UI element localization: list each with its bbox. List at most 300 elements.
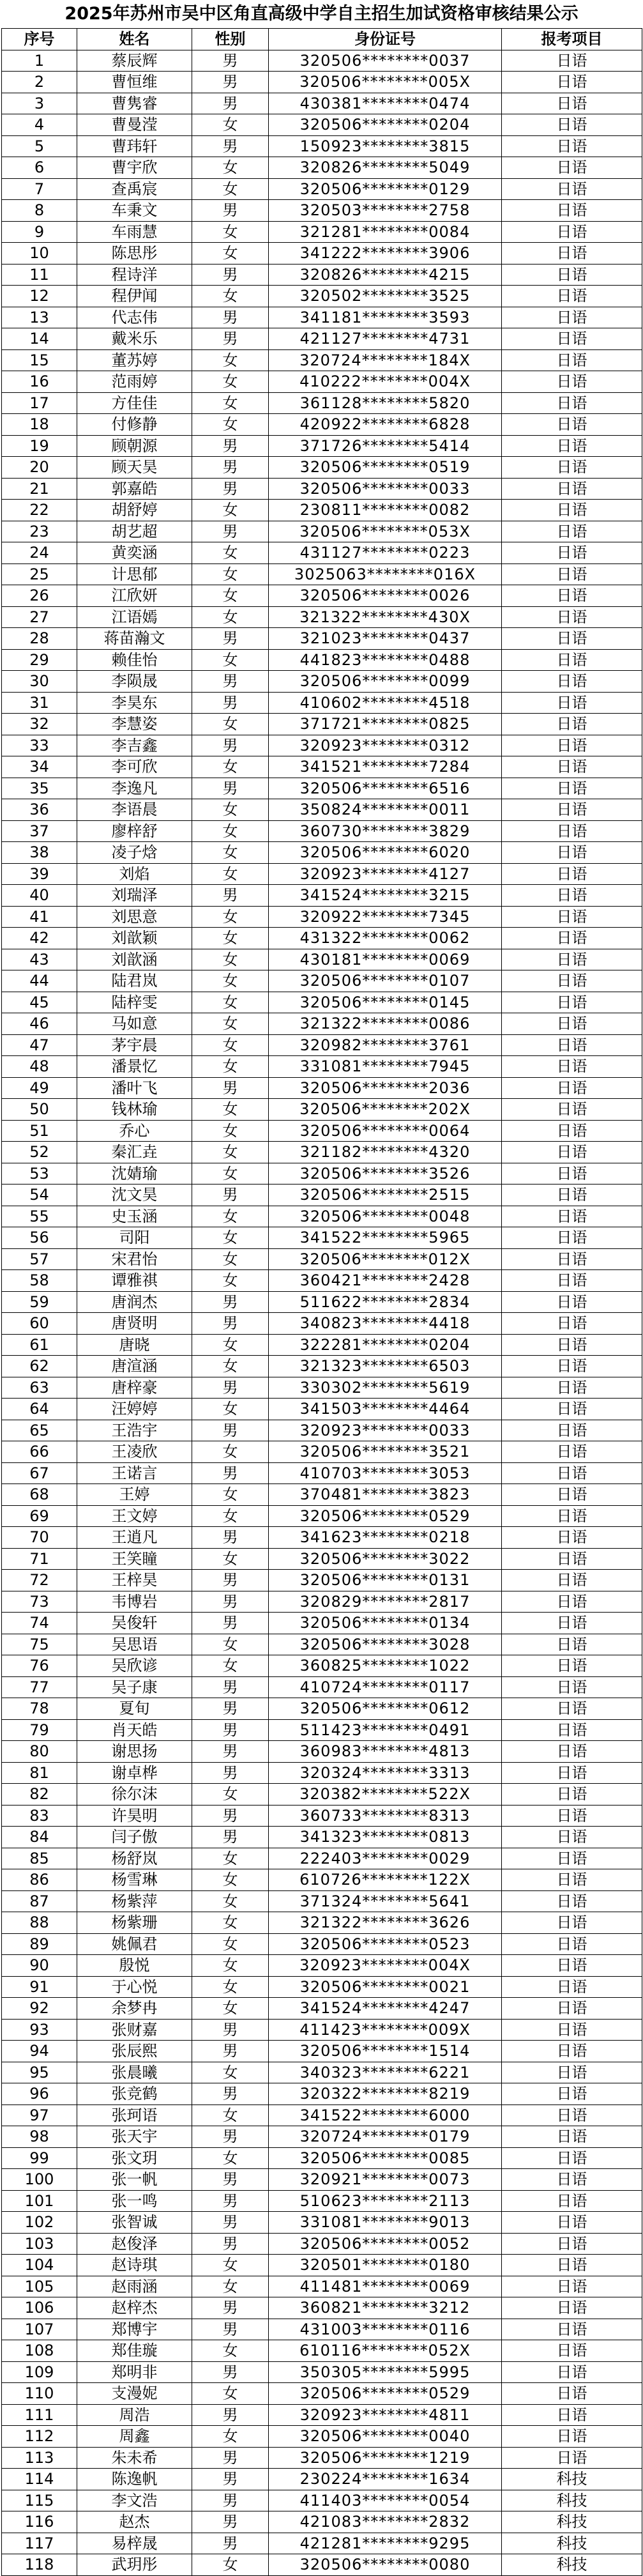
table-header-row <box>2 29 642 50</box>
cell-gender: 男 <box>192 1527 269 1549</box>
cell-exam-project: 日语 <box>502 1099 642 1121</box>
cell-id-number: 360983********4813 <box>269 1741 502 1763</box>
cell-exam-project: 日语 <box>502 1827 642 1848</box>
cell-seq: 72 <box>2 1570 77 1591</box>
cell-name: 唐润杰 <box>77 1291 192 1313</box>
cell-exam-project: 日语 <box>502 564 642 585</box>
cell-gender: 男 <box>192 2297 269 2319</box>
cell-seq: 116 <box>2 2511 77 2533</box>
cell-gender: 男 <box>192 1805 269 1827</box>
cell-gender: 女 <box>192 1912 269 1934</box>
table-row <box>2 1676 642 1698</box>
table-row <box>2 735 642 756</box>
cell-seq: 97 <box>2 2104 77 2126</box>
cell-name: 马如意 <box>77 1013 192 1035</box>
cell-gender: 男 <box>192 478 269 500</box>
cell-id-number: 411423********009X <box>269 2019 502 2041</box>
cell-name: 杨舒岚 <box>77 1848 192 1869</box>
cell-exam-project: 日语 <box>502 1077 642 1099</box>
cell-gender: 男 <box>192 1184 269 1206</box>
cell-name: 唐贤明 <box>77 1313 192 1335</box>
cell-id-number: 610116********052X <box>269 2340 502 2362</box>
cell-name: 杨雪琳 <box>77 1869 192 1891</box>
cell-id-number: 371726********5414 <box>269 435 502 457</box>
cell-gender: 女 <box>192 286 269 307</box>
table-row <box>2 1548 642 1570</box>
cell-id-number: 511423********0491 <box>269 1719 502 1741</box>
cell-name: 张一帆 <box>77 2169 192 2191</box>
cell-name: 蔡辰辉 <box>77 50 192 72</box>
cell-name: 陆梓雯 <box>77 992 192 1013</box>
table-row <box>2 1998 642 2020</box>
cell-exam-project: 日语 <box>502 1227 642 1249</box>
table-row <box>2 2404 642 2426</box>
cell-id-number: 341522********5965 <box>269 1227 502 1249</box>
cell-exam-project: 日语 <box>502 1356 642 1377</box>
cell-exam-project: 日语 <box>502 1056 642 1078</box>
cell-gender: 男 <box>192 1313 269 1335</box>
cell-gender: 男 <box>192 671 269 693</box>
cell-id-number: 411481********0069 <box>269 2276 502 2297</box>
cell-exam-project: 日语 <box>502 2041 642 2062</box>
cell-name: 吴俊轩 <box>77 1613 192 1634</box>
cell-name: 余梦冉 <box>77 1998 192 2020</box>
cell-seq: 63 <box>2 1377 77 1399</box>
cell-exam-project: 日语 <box>502 2190 642 2212</box>
cell-name: 李语晨 <box>77 799 192 821</box>
cell-exam-project: 日语 <box>502 50 642 72</box>
cell-id-number: 320506********1219 <box>269 2447 502 2469</box>
table-row <box>2 457 642 479</box>
cell-exam-project: 日语 <box>502 542 642 564</box>
cell-seq: 17 <box>2 392 77 414</box>
cell-id-number: 320506********0099 <box>269 671 502 693</box>
cell-id-number: 320506********3526 <box>269 1163 502 1184</box>
cell-name: 代志伟 <box>77 307 192 328</box>
cell-exam-project: 日语 <box>502 1805 642 1827</box>
cell-gender: 女 <box>192 1248 269 1270</box>
cell-id-number: 321023********0437 <box>269 628 502 650</box>
cell-id-number: 431003********0116 <box>269 2319 502 2340</box>
cell-gender: 女 <box>192 906 269 928</box>
cell-id-number: 510623********2113 <box>269 2190 502 2212</box>
cell-seq: 111 <box>2 2404 77 2426</box>
table-row <box>2 1441 642 1463</box>
cell-gender: 女 <box>192 1441 269 1463</box>
cell-name: 朱未希 <box>77 2447 192 2469</box>
table-row <box>2 1912 642 1934</box>
cell-exam-project: 日语 <box>502 1869 642 1891</box>
table-row <box>2 1291 642 1313</box>
cell-exam-project: 日语 <box>502 863 642 885</box>
cell-id-number: 150923********3815 <box>269 135 502 157</box>
cell-seq: 38 <box>2 842 77 864</box>
cell-gender: 女 <box>192 1869 269 1891</box>
cell-id-number: 320829********2817 <box>269 1591 502 1613</box>
cell-name: 谢思扬 <box>77 1741 192 1763</box>
cell-seq: 86 <box>2 1869 77 1891</box>
cell-id-number: 320501********0180 <box>269 2255 502 2276</box>
cell-exam-project: 日语 <box>502 1163 642 1184</box>
cell-id-number: 341524********3215 <box>269 885 502 907</box>
cell-exam-project: 科技 <box>502 2469 642 2490</box>
cell-name: 赵诗琪 <box>77 2255 192 2276</box>
table-row <box>2 1206 642 1227</box>
cell-id-number: 320506********0048 <box>269 1206 502 1227</box>
cell-exam-project: 日语 <box>502 1334 642 1356</box>
cell-seq: 82 <box>2 1784 77 1805</box>
cell-seq: 81 <box>2 1762 77 1784</box>
table-row <box>2 2147 642 2169</box>
cell-gender: 男 <box>192 1762 269 1784</box>
table-row <box>2 842 642 864</box>
cell-seq: 100 <box>2 2169 77 2191</box>
cell-exam-project: 日语 <box>502 1313 642 1335</box>
table-body <box>2 50 642 2575</box>
cell-gender: 男 <box>192 1698 269 1720</box>
cell-exam-project: 日语 <box>502 1613 642 1634</box>
cell-id-number: 410703********3053 <box>269 1462 502 1484</box>
cell-id-number: 320506********053X <box>269 521 502 542</box>
cell-name: 陆君岚 <box>77 970 192 992</box>
cell-name: 杨紫萍 <box>77 1890 192 1912</box>
table-row <box>2 2126 642 2148</box>
cell-id-number: 320506********0529 <box>269 2383 502 2405</box>
cell-seq: 18 <box>2 414 77 436</box>
header-gender: 性别 <box>192 29 269 50</box>
cell-name: 张智诚 <box>77 2212 192 2234</box>
cell-exam-project: 日语 <box>502 328 642 350</box>
cell-gender: 男 <box>192 457 269 479</box>
cell-gender: 男 <box>192 1676 269 1698</box>
cell-name: 顾朝源 <box>77 435 192 457</box>
table-row <box>2 414 642 436</box>
cell-name: 杨紫珊 <box>77 1912 192 1934</box>
cell-name: 张辰熙 <box>77 2041 192 2062</box>
cell-gender: 男 <box>192 435 269 457</box>
cell-seq: 41 <box>2 906 77 928</box>
cell-gender: 女 <box>192 1933 269 1955</box>
cell-seq: 94 <box>2 2041 77 2062</box>
table-row <box>2 200 642 222</box>
cell-id-number: 341503********4464 <box>269 1399 502 1420</box>
table-row <box>2 1527 642 1549</box>
cell-name: 江欣妍 <box>77 585 192 607</box>
cell-exam-project: 日语 <box>502 157 642 179</box>
cell-name: 徐尔沫 <box>77 1784 192 1805</box>
cell-seq: 103 <box>2 2233 77 2255</box>
cell-name: 胡舒婷 <box>77 500 192 521</box>
cell-name: 武玥彤 <box>77 2554 192 2576</box>
cell-seq: 112 <box>2 2426 77 2448</box>
cell-gender: 男 <box>192 2319 269 2340</box>
table-row <box>2 1784 642 1805</box>
cell-seq: 30 <box>2 671 77 693</box>
cell-seq: 104 <box>2 2255 77 2276</box>
cell-gender: 男 <box>192 307 269 328</box>
cell-name: 宋君怡 <box>77 1248 192 1270</box>
cell-id-number: 320506********2036 <box>269 1077 502 1099</box>
cell-id-number: 610726********122X <box>269 1869 502 1891</box>
cell-exam-project: 日语 <box>502 1784 642 1805</box>
cell-seq: 67 <box>2 1462 77 1484</box>
cell-exam-project: 日语 <box>502 2340 642 2362</box>
cell-exam-project: 日语 <box>502 1441 642 1463</box>
cell-seq: 117 <box>2 2533 77 2554</box>
cell-id-number: 350305********5995 <box>269 2361 502 2383</box>
cell-name: 郑佳璇 <box>77 2340 192 2362</box>
cell-exam-project: 日语 <box>502 349 642 371</box>
cell-seq: 54 <box>2 1184 77 1206</box>
cell-gender: 男 <box>192 735 269 756</box>
cell-id-number: 320826********4215 <box>269 264 502 286</box>
cell-gender: 女 <box>192 714 269 735</box>
cell-name: 司阳 <box>77 1227 192 1249</box>
cell-exam-project: 日语 <box>502 778 642 799</box>
table-row <box>2 949 642 970</box>
cell-exam-project: 日语 <box>502 585 642 607</box>
cell-id-number: 320506********3028 <box>269 1634 502 1655</box>
cell-name: 张晨曦 <box>77 2062 192 2083</box>
cell-gender: 女 <box>192 564 269 585</box>
table-row <box>2 1933 642 1955</box>
cell-seq: 10 <box>2 243 77 264</box>
cell-name: 曹隽睿 <box>77 93 192 114</box>
cell-exam-project: 日语 <box>502 221 642 243</box>
cell-exam-project: 日语 <box>502 1462 642 1484</box>
table-row <box>2 1762 642 1784</box>
cell-seq: 58 <box>2 1270 77 1292</box>
table-row <box>2 72 642 93</box>
cell-id-number: 320503********2758 <box>269 200 502 222</box>
cell-name: 吴欣谚 <box>77 1655 192 1677</box>
cell-exam-project: 日语 <box>502 2169 642 2191</box>
cell-gender: 男 <box>192 2083 269 2105</box>
cell-seq: 48 <box>2 1056 77 1078</box>
cell-exam-project: 日语 <box>502 1013 642 1035</box>
cell-seq: 110 <box>2 2383 77 2405</box>
cell-name: 郑明非 <box>77 2361 192 2383</box>
table-row <box>2 50 642 72</box>
cell-gender: 男 <box>192 1377 269 1399</box>
cell-exam-project: 日语 <box>502 1527 642 1549</box>
cell-seq: 109 <box>2 2361 77 2383</box>
cell-seq: 51 <box>2 1120 77 1142</box>
cell-exam-project: 日语 <box>502 93 642 114</box>
table-row <box>2 1827 642 1848</box>
cell-gender: 男 <box>192 2041 269 2062</box>
cell-gender: 男 <box>192 2233 269 2255</box>
table-row <box>2 1120 642 1142</box>
table-row <box>2 2276 642 2297</box>
cell-seq: 45 <box>2 992 77 1013</box>
cell-exam-project: 日语 <box>502 114 642 136</box>
table-row <box>2 1505 642 1527</box>
cell-seq: 57 <box>2 1248 77 1270</box>
cell-exam-project: 日语 <box>502 2276 642 2297</box>
cell-id-number: 360730********3829 <box>269 820 502 842</box>
cell-seq: 92 <box>2 1998 77 2020</box>
table-row <box>2 2019 642 2041</box>
table-row <box>2 628 642 650</box>
cell-gender: 女 <box>192 756 269 778</box>
cell-name: 姚佩君 <box>77 1933 192 1955</box>
cell-name: 赖佳怡 <box>77 649 192 671</box>
table-row <box>2 114 642 136</box>
table-row <box>2 2297 642 2319</box>
cell-name: 李逸凡 <box>77 778 192 799</box>
cell-seq: 52 <box>2 1142 77 1163</box>
cell-seq: 61 <box>2 1334 77 1356</box>
cell-id-number: 320506********0519 <box>269 457 502 479</box>
table-row <box>2 1227 642 1249</box>
cell-gender: 女 <box>192 392 269 414</box>
cell-name: 钱林瑜 <box>77 1099 192 1121</box>
cell-gender: 男 <box>192 1741 269 1763</box>
table-row <box>2 2255 642 2276</box>
cell-exam-project: 日语 <box>502 649 642 671</box>
cell-gender: 女 <box>192 1955 269 1977</box>
cell-seq: 47 <box>2 1034 77 1056</box>
cell-name: 范雨婷 <box>77 371 192 393</box>
cell-gender: 男 <box>192 628 269 650</box>
cell-exam-project: 日语 <box>502 2319 642 2340</box>
table-row <box>2 1570 642 1591</box>
cell-seq: 7 <box>2 178 77 200</box>
cell-exam-project: 日语 <box>502 286 642 307</box>
cell-seq: 66 <box>2 1441 77 1463</box>
cell-id-number: 331081********7945 <box>269 1056 502 1078</box>
cell-gender: 女 <box>192 1334 269 1356</box>
cell-seq: 105 <box>2 2276 77 2297</box>
table-row <box>2 778 642 799</box>
cell-gender: 女 <box>192 243 269 264</box>
cell-name: 谭雅祺 <box>77 1270 192 1292</box>
cell-seq: 74 <box>2 1613 77 1634</box>
cell-name: 韦博岩 <box>77 1591 192 1613</box>
cell-gender: 男 <box>192 200 269 222</box>
cell-id-number: 3025063********016X <box>269 564 502 585</box>
cell-name: 王逍凡 <box>77 1527 192 1549</box>
cell-seq: 70 <box>2 1527 77 1549</box>
cell-gender: 男 <box>192 2169 269 2191</box>
table-row <box>2 1741 642 1763</box>
cell-exam-project: 日语 <box>502 885 642 907</box>
cell-name: 周鑫 <box>77 2426 192 2448</box>
cell-exam-project: 日语 <box>502 435 642 457</box>
cell-id-number: 222403********0029 <box>269 1848 502 1869</box>
cell-name: 付修静 <box>77 414 192 436</box>
cell-id-number: 320506********0107 <box>269 970 502 992</box>
cell-id-number: 320506********202X <box>269 1099 502 1121</box>
cell-id-number: 320506********3022 <box>269 1548 502 1570</box>
cell-name: 王凌欣 <box>77 1441 192 1463</box>
cell-seq: 88 <box>2 1912 77 1934</box>
cell-id-number: 430381********0474 <box>269 93 502 114</box>
cell-id-number: 361128********5820 <box>269 392 502 414</box>
table-row <box>2 2212 642 2234</box>
cell-name: 赵杰 <box>77 2511 192 2533</box>
table-row <box>2 2554 642 2576</box>
cell-seq: 21 <box>2 478 77 500</box>
cell-id-number: 331081********9013 <box>269 2212 502 2234</box>
cell-name: 曹玮轩 <box>77 135 192 157</box>
cell-gender: 女 <box>192 221 269 243</box>
table-row <box>2 564 642 585</box>
cell-gender: 女 <box>192 2147 269 2169</box>
cell-id-number: 320506********0037 <box>269 50 502 72</box>
cell-name: 车秉文 <box>77 200 192 222</box>
table-row <box>2 392 642 414</box>
cell-name: 陈思彤 <box>77 243 192 264</box>
cell-gender: 女 <box>192 500 269 521</box>
cell-seq: 11 <box>2 264 77 286</box>
cell-name: 王婷 <box>77 1484 192 1506</box>
cell-seq: 79 <box>2 1719 77 1741</box>
cell-gender: 女 <box>192 1227 269 1249</box>
cell-seq: 15 <box>2 349 77 371</box>
cell-name: 顾天昊 <box>77 457 192 479</box>
cell-id-number: 320506********0131 <box>269 1570 502 1591</box>
table-row <box>2 157 642 179</box>
cell-gender: 男 <box>192 521 269 542</box>
cell-id-number: 321323********6503 <box>269 1356 502 1377</box>
cell-exam-project: 日语 <box>502 200 642 222</box>
table-row <box>2 1420 642 1441</box>
cell-gender: 女 <box>192 1142 269 1163</box>
cell-name: 秦汇垚 <box>77 1142 192 1163</box>
cell-gender: 女 <box>192 2554 269 2576</box>
cell-seq: 24 <box>2 542 77 564</box>
cell-name: 蒋苗瀚文 <box>77 628 192 650</box>
cell-id-number: 320923********4127 <box>269 863 502 885</box>
cell-name: 乔心 <box>77 1120 192 1142</box>
cell-seq: 16 <box>2 371 77 393</box>
table-row <box>2 1399 642 1420</box>
cell-seq: 113 <box>2 2447 77 2469</box>
cell-name: 赵梓杰 <box>77 2297 192 2319</box>
table-row <box>2 1356 642 1377</box>
cell-name: 沈婧瑜 <box>77 1163 192 1184</box>
cell-exam-project: 日语 <box>502 1420 642 1441</box>
cell-gender: 女 <box>192 1998 269 2020</box>
cell-gender: 女 <box>192 1548 269 1570</box>
cell-seq: 46 <box>2 1013 77 1035</box>
table-row <box>2 1591 642 1613</box>
cell-gender: 女 <box>192 970 269 992</box>
cell-seq: 14 <box>2 328 77 350</box>
cell-gender: 女 <box>192 114 269 136</box>
cell-seq: 91 <box>2 1976 77 1998</box>
cell-gender: 女 <box>192 2426 269 2448</box>
cell-seq: 25 <box>2 564 77 585</box>
cell-seq: 28 <box>2 628 77 650</box>
table-row <box>2 349 642 371</box>
cell-id-number: 341623********0218 <box>269 1527 502 1549</box>
cell-id-number: 320724********184X <box>269 349 502 371</box>
cell-name: 肖天皓 <box>77 1719 192 1741</box>
cell-id-number: 320506********0021 <box>269 1976 502 1998</box>
cell-seq: 5 <box>2 135 77 157</box>
cell-exam-project: 日语 <box>502 307 642 328</box>
cell-name: 李昊东 <box>77 692 192 714</box>
table-row <box>2 1142 642 1163</box>
cell-name: 刘歆颖 <box>77 928 192 949</box>
cell-name: 王诺言 <box>77 1462 192 1484</box>
cell-seq: 89 <box>2 1933 77 1955</box>
cell-exam-project: 科技 <box>502 2490 642 2511</box>
table-row <box>2 799 642 821</box>
